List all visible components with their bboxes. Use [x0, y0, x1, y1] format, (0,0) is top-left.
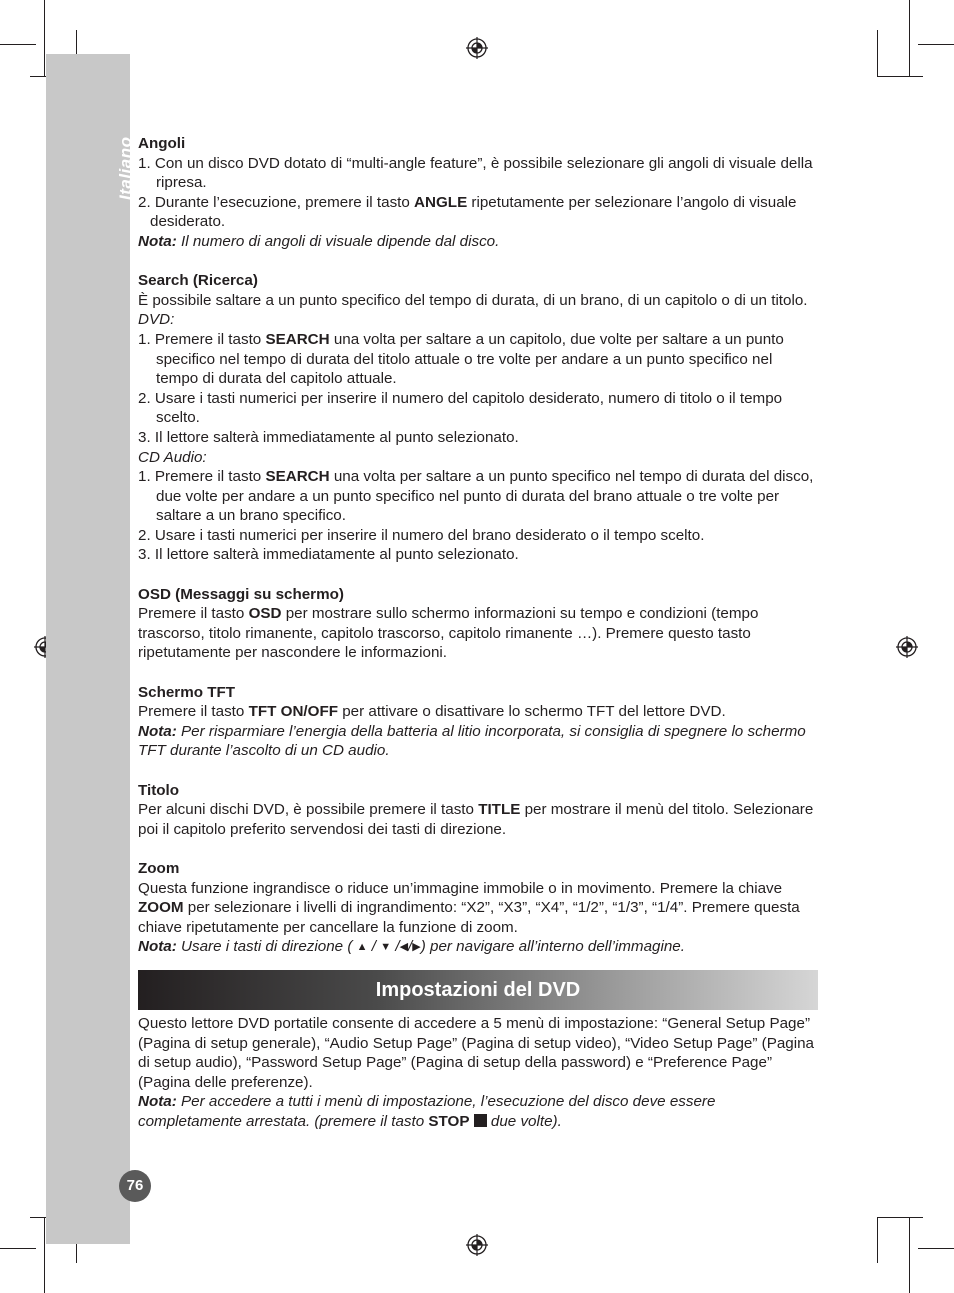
- step-text: ripetutamente per selezionare l’angolo di visuale desiderato.: [150, 193, 797, 231]
- crop-mark: [877, 1217, 923, 1218]
- note: [138, 1092, 818, 1131]
- note-text: ) per navigare all’interno dell’immagine.: [420, 938, 685, 956]
- note-label: Nota:: [138, 938, 177, 956]
- language-sidebar: [46, 54, 130, 1244]
- crop-mark: [909, 1217, 910, 1293]
- para-text: per mostrare il menù del titolo. Selezionare poi il capitolo preferito servendosi dei tasti di direzione.: [138, 801, 814, 838]
- note-text: due volte).: [486, 1112, 562, 1130]
- paragraph: [138, 879, 818, 938]
- section-heading-osd: OSD (Messaggi su schermo): [138, 585, 344, 603]
- note: [138, 232, 818, 252]
- key-name: ANGLE: [414, 193, 468, 211]
- note: [138, 722, 818, 761]
- arrow-right-icon: ▶: [412, 941, 421, 954]
- list-item: 1. Con un disco DVD dotato di “multi-angle feature”, è possibile selezionare gli angoli di visuale della ripresa.: [138, 154, 813, 192]
- note-label: Nota:: [138, 1093, 177, 1111]
- registration-mark-icon: [466, 37, 488, 59]
- section-heading-tft: Schermo TFT: [138, 683, 236, 701]
- para-text: Questa funzione ingrandisce o riduce un’immagine immobile o in movimento. Premere la chiave: [138, 879, 783, 897]
- para-text: per attivare o disattivare lo schermo TFT del lettore DVD.: [338, 703, 726, 721]
- crop-mark: [918, 44, 954, 45]
- page-number: 76: [119, 1170, 151, 1202]
- note-text: Il numero di angoli di visuale dipende dal disco.: [176, 232, 500, 250]
- note-text: Usare i tasti di direzione (: [176, 938, 357, 956]
- crop-mark: [44, 0, 45, 76]
- section-heading-titolo: Titolo: [138, 781, 180, 799]
- key-name: ZOOM: [138, 899, 184, 917]
- step-text: 2. Durante l’esecuzione, premere il tasto: [138, 193, 415, 211]
- para-text: Premere il tasto: [138, 605, 249, 623]
- subheading-cd-audio: CD Audio:: [138, 448, 207, 466]
- list-item: 3. Il lettore salterà immediatamente al punto selezionato.: [138, 428, 519, 446]
- note-label: Nota:: [138, 232, 177, 250]
- key-name: TITLE: [478, 801, 521, 819]
- note-text: Per accedere a tutti i menù di impostazione, l’esecuzione del disco deve essere completamente arrestata. (premere il tasto: [138, 1093, 716, 1130]
- page-content: [138, 134, 818, 1132]
- subheading-dvd: DVD:: [138, 311, 175, 329]
- paragraph: È possibile saltare a un punto specifico del tempo di durata, di un brano, di un capitolo o di un titolo.: [138, 291, 808, 309]
- paragraph: Questo lettore DVD portatile consente di accedere a 5 menù di impostazione: “General Setup Page” (Pagina di setup generale), “Audio Setup Page” (Pagina di setup video), “Video Setup Page” (Pagina di setup audio), “Password Setup Page” (Pagina di setup della password) e “Preference Page” (Pagina delle preferenze).: [138, 1014, 814, 1091]
- crop-mark: [909, 0, 910, 76]
- crop-mark: [918, 1248, 954, 1249]
- list-item: [138, 193, 818, 232]
- key-name: STOP: [428, 1112, 470, 1130]
- note-text: Per risparmiare l’energia della batteria al litio incorporata, si consiglia di spegnere lo schermo TFT durante l’ascolto di un CD audio.: [138, 722, 806, 760]
- crop-mark: [0, 1248, 36, 1249]
- step-text: 1. Premere il tasto: [138, 330, 266, 348]
- paragraph: [138, 702, 818, 722]
- paragraph: [138, 800, 818, 839]
- section-heading-angoli: Angoli: [138, 135, 186, 152]
- section-banner: Impostazioni del DVD: [138, 970, 818, 1010]
- stop-square-icon: [474, 1114, 487, 1127]
- crop-mark: [877, 1217, 878, 1263]
- key-name: SEARCH: [265, 468, 330, 486]
- step-text: una volta per saltare a un capitolo, due volte per saltare a un punto specifico nel tempo di durata del titolo attuale o tre volte per andare a un punto specifico nel tempo di durata del capitolo attuale.: [156, 330, 784, 388]
- arrow-up-icon: ▲: [356, 941, 368, 954]
- step-text: 1. Premere il tasto: [138, 468, 266, 486]
- arrow-left-icon: ◀: [399, 941, 409, 954]
- section-heading-zoom: Zoom: [138, 859, 180, 877]
- step-text: una volta per saltare a un punto specifico nel tempo di durata del disco, due volte per andare a un punto specifico nel punto di durata del brano attuale o tre volte per saltare a un brano specifico.: [156, 468, 814, 525]
- list-item: 2. Usare i tasti numerici per inserire il numero del capitolo desiderato, numero di titolo o il tempo scelto.: [138, 389, 783, 427]
- section-heading-search: Search (Ricerca): [138, 272, 258, 290]
- key-name: SEARCH: [265, 330, 330, 348]
- list-item: [138, 467, 818, 526]
- crop-mark: [0, 44, 36, 45]
- language-label: Italiano: [116, 136, 135, 200]
- list-item: 3. Il lettore salterà immediatamente al punto selezionato.: [138, 546, 519, 564]
- arrow-down-icon: ▼: [380, 941, 392, 954]
- key-name: TFT ON/OFF: [248, 703, 338, 721]
- list-item: 2. Usare i tasti numerici per inserire il numero del brano desiderato o il tempo scelto.: [138, 526, 705, 544]
- para-text: per selezionare i livelli di ingrandimento: “X2”, “X3”, “X4”, “1/2”, “1/3”, “1/4”. Premere questa chiave ripetutamente per cancellare la funzione di zoom.: [138, 899, 800, 936]
- registration-mark-icon: [466, 1234, 488, 1256]
- para-text: Premere il tasto: [138, 703, 249, 721]
- paragraph: [138, 604, 818, 663]
- crop-mark: [877, 76, 923, 77]
- note: Nota: Usare i tasti di direzione ( ▲ / ▼ /◀/▶) per navigare all’interno dell’immagine.: [138, 938, 685, 956]
- para-text: Per alcuni dischi DVD, è possibile premere il tasto: [138, 801, 479, 819]
- crop-mark: [44, 1217, 45, 1293]
- key-name: OSD: [248, 605, 282, 623]
- para-text: per mostrare sullo schermo informazioni su tempo e condizioni (tempo trascorso, titolo rimanente, capitolo trascorso, capitolo rimanente …). Premere questo tasto ripetutamente per nascondere le informazioni.: [138, 605, 759, 662]
- list-item: [138, 330, 818, 389]
- crop-mark: [877, 30, 878, 76]
- note-label: Nota:: [138, 722, 177, 740]
- registration-mark-icon: [896, 636, 918, 658]
